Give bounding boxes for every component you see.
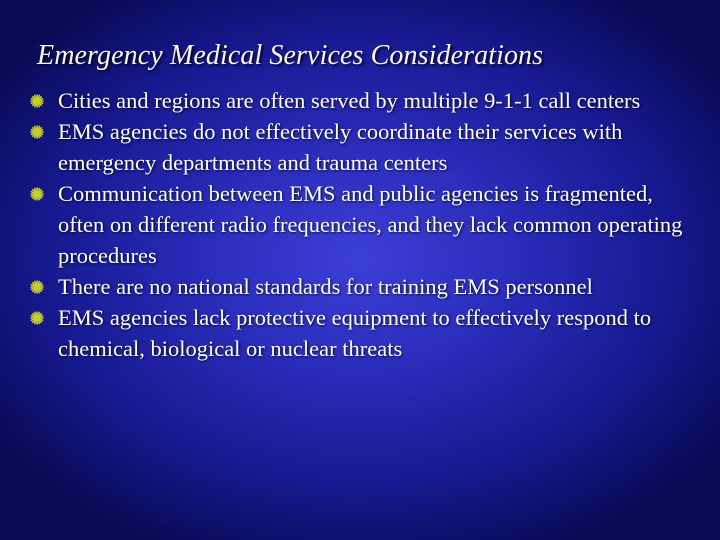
- bullet-item: [58, 85, 698, 116]
- slide-title: Emergency Medical Services Considerations: [37, 40, 544, 71]
- bullet-text: EMS agencies lack protective equipment to effectively respond to chemical, biological or nuclear threats: [58, 305, 652, 361]
- bullet-text: There are no national standards for training EMS personnel: [58, 274, 593, 299]
- starburst-bullet-icon: [30, 125, 44, 139]
- bullet-item: [58, 116, 698, 178]
- bullet-item: [58, 302, 698, 364]
- bullet-text: Cities and regions are often served by multiple 9-1-1 call centers: [58, 88, 641, 113]
- bullet-list: [58, 85, 698, 364]
- bullet-text: Communication between EMS and public agencies is fragmented, often on different radio frequencies, and they lack common operating procedures: [58, 181, 683, 268]
- bullet-text: EMS agencies do not effectively coordinate their services with emergency departments and trauma centers: [58, 119, 623, 175]
- starburst-bullet-icon: [30, 187, 44, 201]
- starburst-bullet-icon: [30, 280, 44, 294]
- bullet-item: [58, 178, 698, 271]
- starburst-bullet-icon: [30, 94, 44, 108]
- starburst-bullet-icon: [30, 311, 44, 325]
- bullet-item: [58, 271, 698, 302]
